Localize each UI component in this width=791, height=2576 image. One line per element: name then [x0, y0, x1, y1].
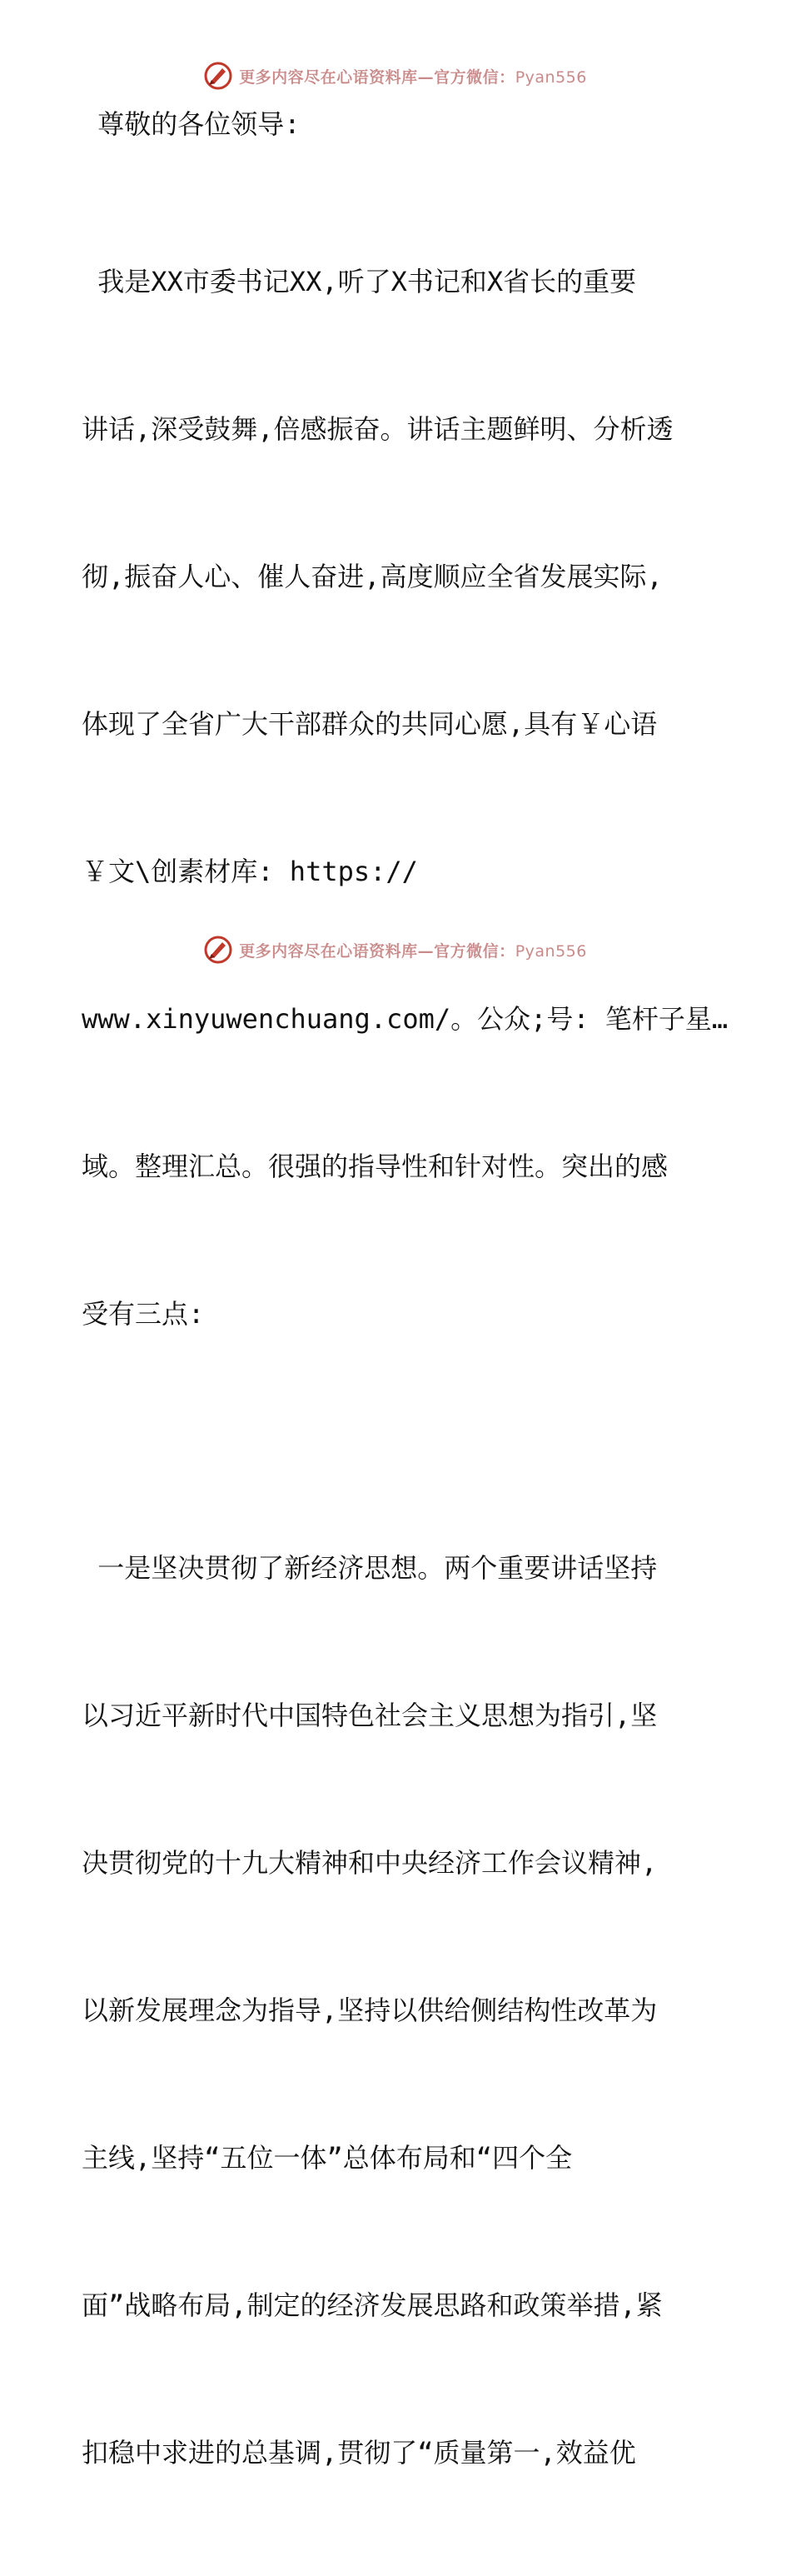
- text-line: 彻,振奋人心、催人奋进,高度顺应全省发展实际,: [82, 561, 663, 592]
- watermark-main: 更多内容尽在心语资料库: [239, 941, 418, 961]
- text-line: 扣稳中求进的总基调,贯彻了“质量第一,效益优: [82, 2437, 636, 2469]
- document-body: [82, 100, 729, 2576]
- pen-logo-icon: [204, 936, 232, 964]
- text-line: 面”战略布局,制定的经济发展思路和政策举措,紧: [82, 2289, 663, 2321]
- watermark-dash: —: [417, 67, 435, 87]
- header-watermark: [0, 59, 791, 92]
- watermark-wechat-label: 官方微信：: [434, 67, 515, 87]
- text-line: 决贯彻党的十九大精神和中央经济工作会议精神,: [82, 1847, 658, 1879]
- text-line: 讲话,深受鼓舞,倍感振奋。讲话主题鲜明、分析透: [82, 413, 674, 445]
- watermark-wechat-id: Pyan556: [515, 941, 587, 961]
- text-line: 域。整理汇总。很强的指导性和针对性。突出的感: [82, 1151, 669, 1182]
- text-line: 受有三点:: [82, 1298, 205, 1330]
- paragraph-1: [82, 159, 729, 1437]
- watermark-wechat-id: Pyan556: [515, 67, 587, 87]
- watermark-text: [239, 65, 587, 87]
- pen-logo-icon: [204, 62, 232, 90]
- text-line: 一是坚决贯彻了新经济思想。两个重要讲话坚持: [82, 1552, 658, 1584]
- text-line: 我是XX市委书记XX,听了X书记和X省长的重要: [82, 266, 637, 297]
- watermark-main: 更多内容尽在心语资料库: [239, 67, 418, 87]
- greeting: 尊敬的各位领导:: [82, 108, 301, 140]
- text-line: 以新发展理念为指导,坚持以供给侧结构性改革为: [82, 1994, 658, 2026]
- text-line: 体现了全省广大干部群众的共同心愿,具有￥心语: [82, 708, 658, 740]
- text-line-url: www.xinyuwenchuang.com/。公众;号: 笔杆子星…: [82, 1003, 729, 1035]
- paragraph-2: [82, 1445, 714, 2576]
- text-line: ￥文\创素材库: https://: [82, 856, 418, 887]
- watermark-dash: —: [417, 941, 435, 961]
- text-line: 主线,坚持“五位一体”总体布局和“四个全: [82, 2142, 573, 2174]
- watermark-wechat-label: 官方微信：: [434, 941, 515, 961]
- watermark-text: [239, 939, 587, 961]
- footer-watermark: [0, 933, 791, 966]
- text-line: 以习近平新时代中国特色社会主义思想为指引,坚: [82, 1700, 658, 1731]
